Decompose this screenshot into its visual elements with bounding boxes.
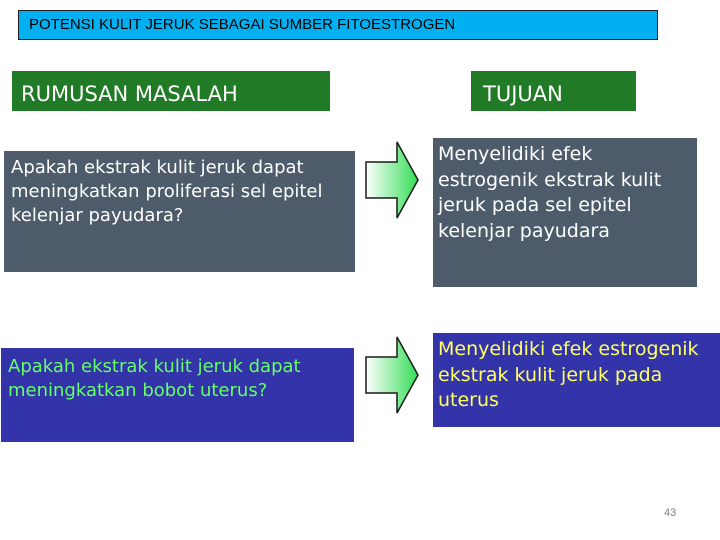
slide-title-text: POTENSI KULIT JERUK SEBAGAI SUMBER FITOESTROGEN xyxy=(29,16,456,33)
header-right-label: TUJUAN xyxy=(483,82,563,106)
objective-text-2: Menyelidiki efek estrogenik ekstrak kulit jeruk pada uterus xyxy=(438,338,699,412)
objective-box-2 xyxy=(433,333,720,427)
header-tujuan xyxy=(471,71,636,111)
objective-box-1 xyxy=(433,138,697,287)
problem-box-2 xyxy=(1,348,354,442)
problem-text-2: Apakah ekstrak kulit jeruk dapat meningkatkan bobot uterus? xyxy=(8,356,301,401)
page-number: 43 xyxy=(664,507,677,519)
right-arrow-icon xyxy=(365,140,420,220)
right-arrow-icon xyxy=(365,335,420,415)
header-rumusan-masalah xyxy=(12,71,330,111)
problem-text-1: Apakah ekstrak kulit jeruk dapat meningkatkan proliferasi sel epitel kelenjar payudara? xyxy=(11,157,323,226)
header-left-label: RUMUSAN MASALAH xyxy=(21,82,238,106)
problem-box-1 xyxy=(4,151,355,272)
slide-title xyxy=(18,10,658,40)
objective-text-1: Menyelidiki efek estrogenik ekstrak kulit jeruk pada sel epitel kelenjar payudara xyxy=(438,143,662,242)
